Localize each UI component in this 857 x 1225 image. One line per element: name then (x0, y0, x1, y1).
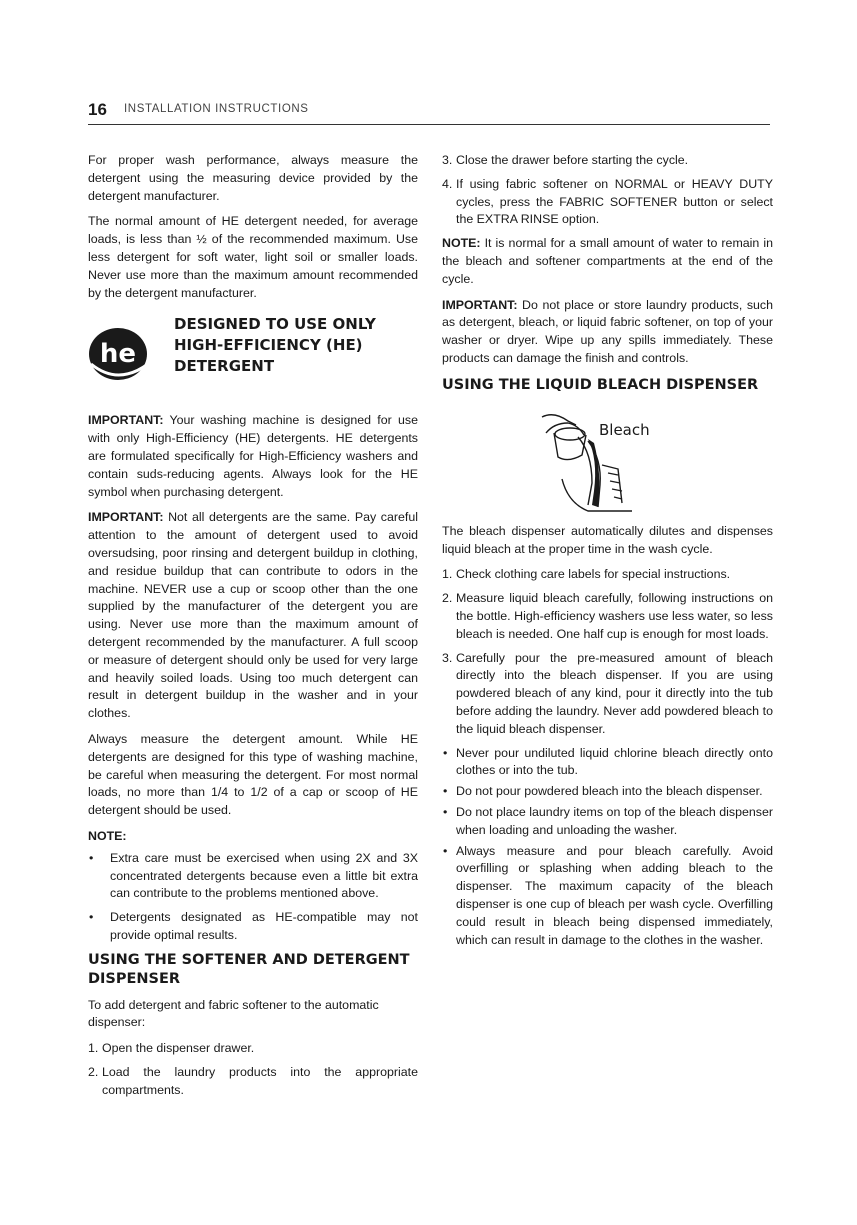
section-title: INSTALLATION INSTRUCTIONS (124, 103, 309, 115)
step-text: Load the laundry products into the appropriate compartments. (102, 1065, 418, 1097)
he-logo-icon (88, 324, 152, 384)
step-number: 3. (442, 650, 453, 665)
bleach-intro: The bleach dispenser automatically dilutes and dispenses liquid bleach at the proper time in the wash cycle. (442, 523, 773, 556)
bleach-dispenser-heading: USING THE LIQUID BLEACH DISPENSER (442, 376, 759, 393)
important-label: IMPORTANT: (88, 510, 164, 525)
step-text: Open the dispenser drawer. (102, 1041, 255, 1056)
list-item (442, 566, 773, 584)
important-he-paragraph (88, 412, 418, 501)
list-item (88, 1064, 418, 1100)
list-item: • Always measure and pour bleach carefully. Avoid overfilling or splashing when adding bleach to the dispenser. The maximum capacity of the bleach dispenser is one cup of bleach per wash cycle. Overfilling could result in bleach being dispensed immediately, which can result in damage to the clothes in the washer. (442, 843, 773, 950)
step-number: 2. (88, 1065, 99, 1080)
note-label: NOTE: (88, 828, 127, 843)
step-number: 3. (442, 153, 453, 167)
important-he-text: Your washing machine is designed for use with only High-Efficiency (HE) detergents. HE detergents are formulated specifically for High-Efficiency washers and contain suds-reducing agents. Always look for the HE symbol when purchasing detergent. (88, 413, 418, 499)
paragraph-always-measure: Always measure the detergent amount. While HE detergents are designed for this type of washing machine, be careful when measuring the detergent. For most normal loads, no more than 1/4 to 1/2 of a cap or scoop of HE detergent should be used. (88, 731, 418, 818)
page-header (88, 98, 770, 125)
right-column (442, 152, 773, 955)
he-title-line1: DESIGNED TO USE ONLY (174, 315, 376, 334)
list-item: • Extra care must be exercised when using 2X and 3X concentrated detergents because even a little bit extra can contribute to the problems mentioned above. (88, 850, 418, 903)
important-label: IMPORTANT: (442, 297, 518, 312)
list-item (442, 650, 773, 739)
step-text: If using fabric softener on NORMAL or HEAVY DUTY cycles, press the FABRIC SOFTENER button or select the EXTRA RINSE option. (456, 176, 773, 227)
step-number: 1. (442, 567, 453, 582)
list-item: • Do not pour powdered bleach into the bleach dispenser. (442, 783, 773, 801)
step-text: Check clothing care labels for special instructions. (456, 567, 731, 582)
bleach-warnings (442, 745, 773, 950)
softener-intro: To add detergent and fabric softener to the automatic dispenser: (88, 997, 379, 1030)
paragraph-measure: For proper wash performance, always measure the detergent using the measuring device provided by the detergent manufacturer. (88, 153, 418, 203)
important-detergent-text: Not all detergents are the same. Pay careful attention to the amount of detergent used to avoid oversudsing, poor rinsing and detergent buildup in clothing, and residue buildup that can contribute to odors in the machine. NEVER use a cup or scoop other than the one supplied by the manufacturer of the detergent you are using. Never use more than the maximum amount of detergent recommended by the manufacturer. A full scoop or measure of detergent should only be used for very large and heavily soiled loads. Using too much detergent can result in detergent buildup in the washer and in your clothes. (88, 510, 418, 721)
bleach-pouring-icon (442, 403, 773, 513)
list-item (88, 1040, 418, 1058)
important-storage-text: Do not place or store laundry products, such as detergent, bleach, or liquid fabric softener, on top of your washer or dryer. Wipe up any spills immediately. These products can damage the finish and controls. (442, 297, 773, 365)
note-label: NOTE: (442, 236, 481, 251)
list-item (442, 176, 773, 229)
bleach-steps (442, 566, 773, 738)
note-text: It is normal for a small amount of water to remain in the bleach and softener compartments at the end of the cycle. (442, 236, 773, 286)
softener-dispenser-heading: USING THE SOFTENER AND DETERGENT DISPENSER (88, 951, 410, 987)
important-storage-paragraph (442, 297, 773, 368)
page-number: 16 (88, 100, 107, 119)
list-item (442, 590, 773, 643)
he-title-line2: HIGH-EFFICIENCY (HE) (174, 336, 363, 355)
list-item: • Never pour undiluted liquid chlorine bleach directly onto clothes or into the tub. (442, 745, 773, 781)
list-item: • Detergents designated as HE-compatible may not provide optimal results. (88, 909, 418, 945)
step-text: Measure liquid bleach carefully, following instructions on the bottle. High-efficiency washers use less water, so less bleach is needed. One half cup is enough for most loads. (456, 591, 773, 641)
step-text: Close the drawer before starting the cycle. (456, 153, 689, 167)
list-item (442, 152, 773, 170)
step-number: 4. (442, 176, 453, 191)
step-number: 2. (442, 591, 453, 606)
left-column (88, 152, 418, 1106)
important-detergent-paragraph (88, 509, 418, 723)
step-text: Carefully pour the pre-measured amount of bleach directly into the bleach dispenser. If you are using powdered bleach of any kind, pour it directly into the tub before adding the laundry. Never add powdered bleach to the liquid bleach dispenser. (456, 650, 773, 736)
note-paragraph (442, 235, 773, 288)
bleach-illustration (442, 403, 773, 513)
paragraph-normal-amount: The normal amount of HE detergent needed, for average loads, is less than ½ of the recommended maximum. Use less detergent for soft water, light soil or smaller loads. Never use more than the maximum amount recommended by the detergent manufacturer. (88, 214, 418, 300)
softener-steps (88, 1040, 418, 1099)
list-item: • Do not place laundry items on top of the bleach dispenser when loading and unloading the washer. (442, 804, 773, 840)
he-title (174, 314, 404, 377)
important-label: IMPORTANT: (88, 413, 164, 428)
he-title-line3: DETERGENT (174, 357, 275, 376)
note-list (88, 850, 418, 945)
he-notice (88, 314, 418, 400)
step-number: 1. (88, 1041, 99, 1056)
softener-steps-continued (442, 152, 773, 229)
he-logo-text: he (99, 339, 137, 370)
bleach-label: Bleach (599, 420, 650, 439)
